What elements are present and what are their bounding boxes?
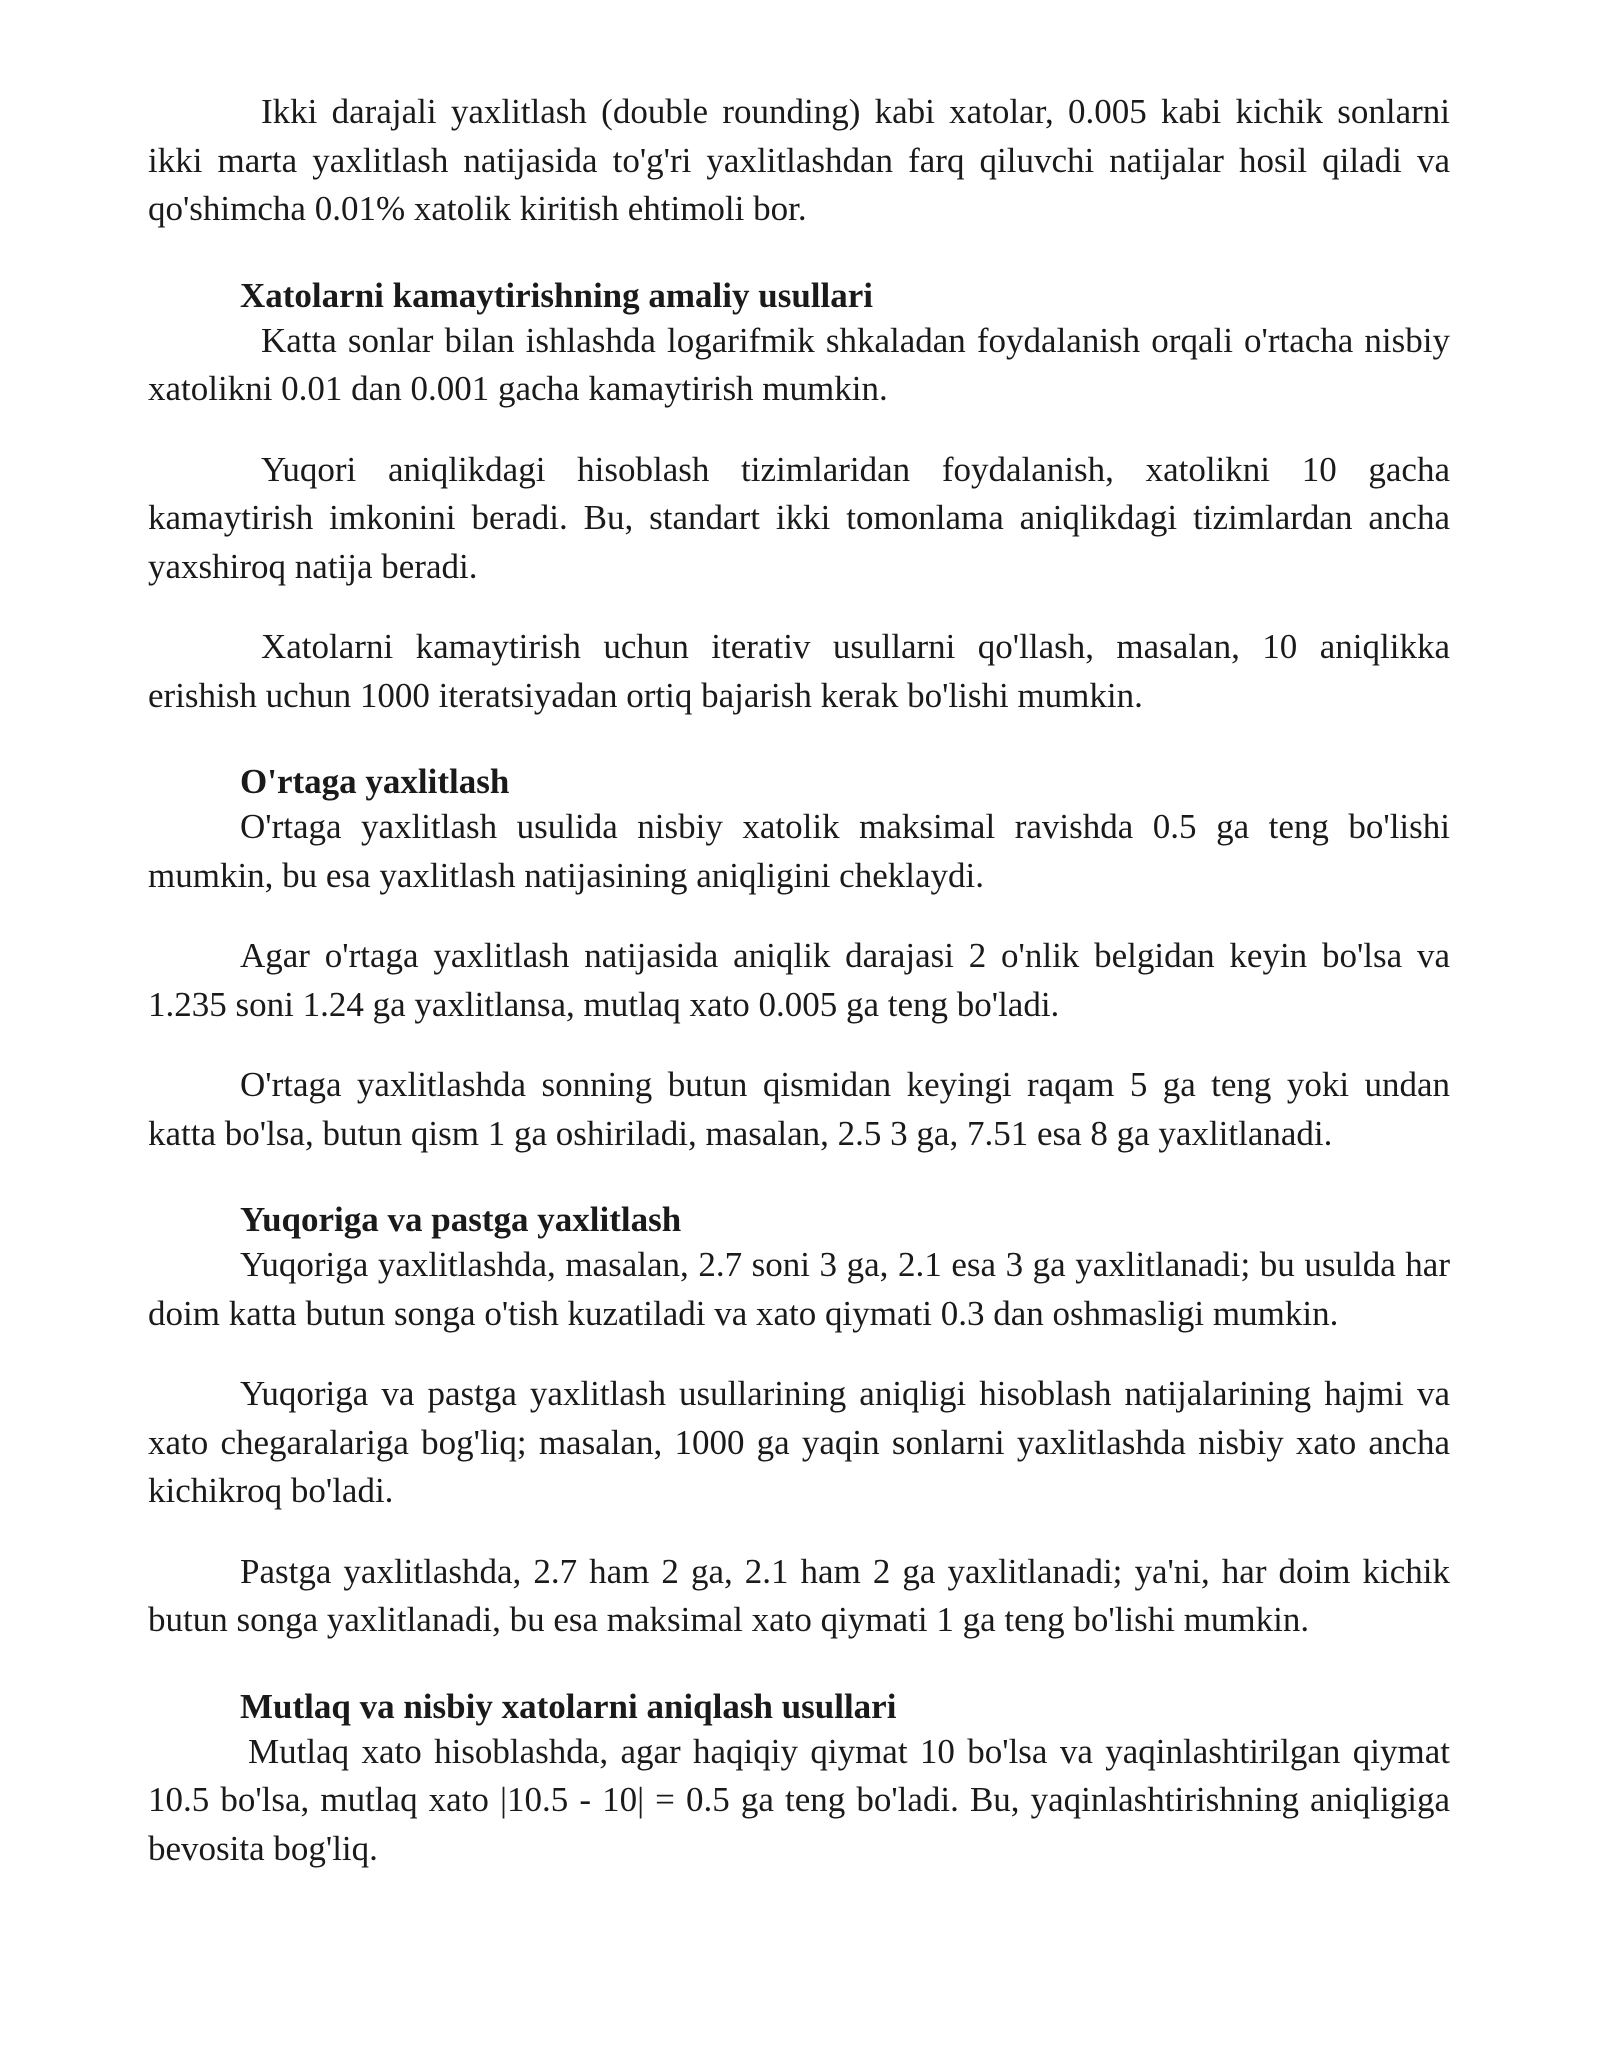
heading-round-to-nearest: O'rtaga yaxlitlash: [240, 762, 510, 801]
paragraph-round-down: Pastga yaxlitlashda, 2.7 ham 2 ga, 2.1 ham 2 ga yaxlitlanadi; ya'ni, har doim kichik butun songa yaxlitlanadi, bu esa maksimal xato qiymati 1 ga teng bo'lishi mumkin.: [148, 1551, 1450, 1639]
heading-round-up-down: Yuqoriga va pastga yaxlitlash: [240, 1200, 682, 1239]
paragraph-iterative-methods: Xatolarni kamaytirish uchun iterativ usullarni qo'llash, masalan, 10 aniqlikka erishish uchun 1000 iteratsiyadan ortiq bajarish kerak bo'lishi mumkin.: [148, 627, 1450, 715]
document-page: [148, 88, 1450, 1873]
heading-error-reduction-methods: Xatolarni kamaytirishning amaliy usullari: [240, 275, 873, 315]
paragraph-round-up: Yuqoriga yaxlitlashda, masalan, 2.7 soni 3 ga, 2.1 esa 3 ga yaxlitlanadi; bu usulda har doim katta butun songa o'tish kuzatiladi va xato qiymati 0.3 dan oshmasligi mumkin.: [148, 1245, 1450, 1333]
paragraph-absolute-error-calc: Mutlaq xato hisoblashda, agar haqiqiy qiymat 10 bo'lsa va yaqinlashtirilgan qiymat 10.5 bo'lsa, mutlaq xato |10.5 - 10| = 0.5 ga teng bo'ladi. Bu, yaqinlashtirishning aniqligiga bevosita bog'liq.: [148, 1731, 1450, 1868]
heading-absolute-relative-errors: Mutlaq va nisbiy xatolarni aniqlash usullari: [240, 1686, 897, 1726]
paragraph-absolute-error-example: Agar o'rtaga yaxlitlash natijasida aniqlik darajasi 2 o'nlik belgidan keyin bo'lsa va 1.235 soni 1.24 ga yaxlitlansa, mutlaq xato 0.005 ga teng bo'ladi.: [148, 936, 1450, 1024]
paragraph-precision-dependence: Yuqoriga va pastga yaxlitlash usullarining aniqligi hisoblash natijalarining hajmi va xato chegaralariga bog'liq; masalan, 1000 ga yaqin sonlarni yaxlitlashda nisbiy xato ancha kichikroq bo'ladi.: [148, 1374, 1450, 1510]
paragraph-log-scale: Katta sonlar bilan ishlashda logarifmik shkaladan foydalanish orqali o'rtacha nisbiy xatolikni 0.01 dan 0.001 gacha kamaytirish mumkin.: [148, 320, 1450, 408]
paragraph-relative-error-max: O'rtaga yaxlitlash usulida nisbiy xatolik maksimal ravishda 0.5 ga teng bo'lishi mumkin, bu esa yaxlitlash natijasining aniqligini cheklaydi.: [148, 807, 1450, 895]
paragraph-double-rounding: Ikki darajali yaxlitlash (double rounding) kabi xatolar, 0.005 kabi kichik sonlarni ikki marta yaxlitlash natijasida to'g'ri yaxlitlashdan farq qiluvchi natijalar hosil qiladi va qo'shimcha 0.01% xatolik kiritish ehtimoli bor.: [148, 92, 1450, 228]
paragraph-rounding-rule: O'rtaga yaxlitlashda sonning butun qismidan keyingi raqam 5 ga teng yoki undan katta bo'lsa, butun qism 1 ga oshiriladi, masalan, 2.5 3 ga, 7.51 esa 8 ga yaxlitlanadi.: [148, 1065, 1450, 1153]
paragraph-high-precision: Yuqori aniqlikdagi hisoblash tizimlaridan foydalanish, xatolikni 10 gacha kamaytirish imkonini beradi. Bu, standart ikki tomonlama aniqlikdagi tizimlardan ancha yaxshiroq natija beradi.: [148, 449, 1450, 586]
